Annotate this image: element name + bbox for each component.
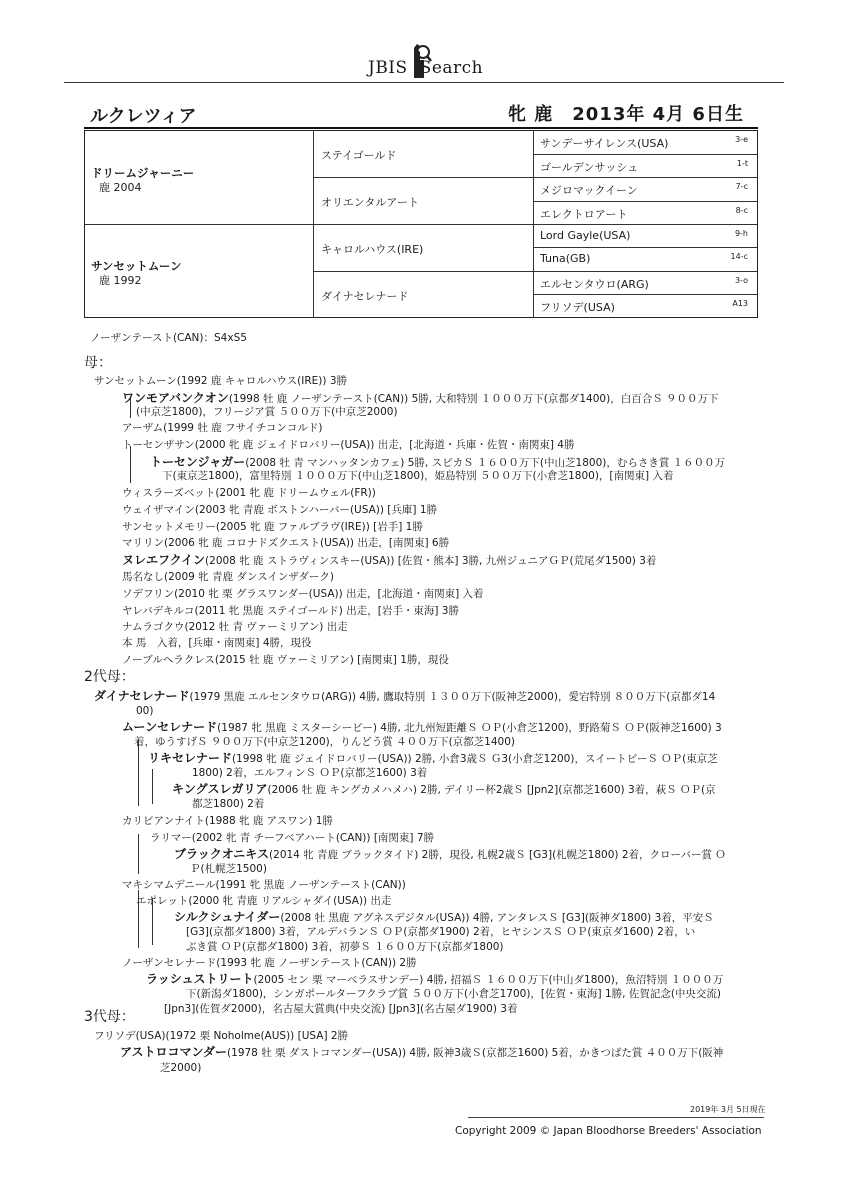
record-text: (1979 黒鹿 エルセンタウロ(ARG)) 4勝, 鷹取特別 １３００万下(阪神芝2000)，愛宕特別 ８００万下(京都ダ14 [189, 691, 716, 703]
second-dam-record-line [164, 1002, 517, 1016]
record-text: サンセットメモリー(2005 牝 鹿 ファルブラヴ(IRE)) [岩手] 1勝 [122, 521, 423, 533]
family-code: 14-c [730, 252, 748, 261]
g3-ancestor: フリソデ(USA) A13 [540, 299, 748, 314]
record-text: ウェイザマイン(2003 牝 青鹿 ボストンハーバー(USA)) [兵庫] 1勝 [122, 504, 438, 516]
dam-record-line [122, 421, 322, 435]
second-dam-record-line [134, 735, 515, 749]
g3-ancestor: Tuna(GB) 14-c [540, 252, 748, 265]
record-text: ナムラゴクウ(2012 牡 青 ヴァーミリアン) 出走 [122, 621, 348, 633]
record-text: Ｐ(札幌芝1500) [190, 863, 267, 875]
second-dam-record-line [174, 847, 726, 862]
record-text: (1998 牡 鹿 ノーザンテースト(CAN)) 5勝, 大和特別 １０００万下(京都ダ1400)，白百合Ｓ ９００万下 [228, 393, 719, 405]
horse-name: ルクレツィア [90, 106, 197, 127]
third-dam-record-line [94, 1029, 348, 1043]
record-text: マキシマムデニール(1991 牝 黒鹿 ノーザンテースト(CAN)) [122, 879, 406, 891]
dam-record-line [122, 520, 423, 534]
dam-record-line [122, 636, 312, 650]
second-dam-record-line [136, 894, 391, 908]
record-text: (中京芝1800)，フリージア賞 ５００万下(中京芝2000) [136, 406, 398, 418]
horse-name-bold: シルクシュナイダー [174, 910, 281, 924]
family-code: 8-c [735, 206, 748, 215]
dam-detail: 鹿 1992 [99, 274, 142, 287]
horse-name-bold: ワンモアバンクオン [122, 391, 229, 405]
record-text: 下(新潟ダ1800)，シンガポールターフクラブ賞 ５００万下(小倉芝1700)，[佐賀・東海] 1勝, 佐賀記念(中央交流) [186, 988, 722, 1000]
second-dam-record-line [186, 940, 504, 954]
second-dam-record-line [192, 797, 264, 811]
horse-name-bold: リキセレナード [148, 751, 233, 765]
second-dam-record-line [122, 814, 333, 828]
copyright: Copyright 2009 © Japan Bloodhorse Breeders' Association [455, 1125, 762, 1137]
record-text: (1978 牡 栗 ダストコマンダー(USA)) 4勝, 阪神3歳Ｓ(京都芝1600) 5着，かきつばた賞 ４００万下(阪神 [227, 1047, 724, 1059]
logo-brand: JBIS [368, 58, 408, 78]
record-text: ノーザンセレナード(1993 牝 鹿 ノーザンテースト(CAN)) 2勝 [122, 957, 417, 969]
g3-ancestor: Lord Gayle(USA) 9-h [540, 229, 748, 242]
second-dam-record-line [94, 689, 715, 704]
horse-name-bold: ムーンセレナード [122, 720, 218, 734]
second-dam-record-line [148, 751, 718, 766]
family-code: A13 [732, 299, 748, 308]
record-text: ラリマー(2002 牝 青 チーフベアハート(CAN)) [南関東] 7勝 [150, 832, 435, 844]
record-text: ヤレバデキルコ(2011 牝 黒鹿 ステイゴールド) 出走，[岩手・東海] 3勝 [122, 605, 459, 617]
second-dam-record-line [146, 972, 723, 987]
dam-record-line [122, 587, 484, 601]
dam-record-line [122, 570, 334, 584]
horse-info: 牝 鹿 2013年 4月 6日生 [508, 104, 744, 125]
record-text: (2014 牝 青鹿 ブラックタイド) 2勝，現役, 札幌2歳Ｓ [G3](札幌芝1800) 2着，クローバー賞 Ｏ [269, 849, 726, 861]
second-dam-record-line [174, 910, 714, 925]
record-text: 00) [136, 705, 154, 717]
logo-suffix: Search [419, 58, 484, 78]
g3-ancestor: メジロマックイーン 7-c [540, 182, 748, 197]
dam-record-line [122, 653, 449, 667]
dam-record-line [136, 405, 398, 419]
record-text: ノーブルヘラクレス(2015 牡 鹿 ヴァーミリアン) [南関東] 1勝，現役 [122, 654, 449, 666]
footer-divider [468, 1117, 764, 1118]
record-text: ぶき賞 ＯＰ(京都ダ1800) 3着，初夢Ｓ １６００万下(京都ダ1800) [186, 941, 504, 953]
g2-sire-sire: ステイゴールド [321, 149, 397, 162]
horse-name-bold: キングスレガリア [172, 782, 268, 796]
g3-ancestor: エルセンタウロ(ARG) 3-o [540, 276, 748, 291]
horse-name-bold: ラッシュストリート [146, 972, 254, 986]
g2-sire-dam: オリエンタルアート [321, 196, 420, 209]
second-dam-record-line [122, 720, 722, 735]
record-text: (2008 牝 鹿 ストラヴィンスキー(USA)) [佐賀・熊本] 3勝, 九州ジュニアＧＰ(荒尾ダ1500) 3着 [205, 555, 657, 567]
third-dam-record-line [160, 1061, 201, 1075]
record-text: (1998 牝 鹿 ジェイドロバリー(USA)) 2勝, 小倉3歳Ｓ Ｇ3(小倉芝1200)，スイートピーＳ ＯＰ(東京芝 [232, 753, 718, 765]
inbreeding-note: ノーザンテースト(CAN)：S4xS5 [90, 332, 247, 344]
dam-record-line [94, 374, 347, 388]
sire-detail: 鹿 2004 [99, 181, 142, 194]
record-text: 下(東京芝1800)，富里特別 １０００万下(中山芝1800)，姫島特別 ５００万下(小倉芝1800)，[南関東] 入着 [162, 470, 674, 482]
second-dam-record-line [122, 956, 417, 970]
second-dam-record-line [136, 704, 153, 718]
record-text: ソデフリン(2010 牝 栗 グラスワンダー(USA)) 出走，[北海道・南関東] 入着 [122, 588, 484, 600]
g2-dam-dam: ダイナセレナード [321, 290, 409, 303]
record-text: (2008 牡 青 マンハッタンカフェ) 5勝, スピカＳ １６００万下(中山芝1800)，むらさき賞 １６００万 [245, 457, 726, 469]
second-dam-record-line [186, 987, 721, 1001]
record-text: アーザム(1999 牡 鹿 フサイチコンコルド) [122, 422, 323, 434]
jbis-logo [368, 40, 498, 84]
section-dam: 母： [84, 355, 112, 371]
section-second-dam: 2代母： [84, 669, 135, 685]
dam-record-line [122, 486, 376, 500]
dam-name: サンセットムーン [91, 259, 182, 273]
g3-ancestor: サンデーサイレンス(USA) 3-e [540, 135, 748, 150]
logo-divider [64, 82, 784, 83]
second-dam-record-line [172, 782, 716, 797]
dam-record-line [162, 469, 673, 483]
family-code: 9-h [734, 229, 748, 238]
dam-record-line [122, 620, 348, 634]
record-text: 1800) 2着，エルフィンＳ ＯＰ(京都芝1600) 3着 [192, 767, 428, 779]
record-text: [Jpn3](佐賀ダ2000)，名古屋大賞典(中央交流) [Jpn3](名古屋ダ1900) 3着 [164, 1003, 518, 1015]
dam-record-line [122, 536, 449, 550]
logo-wordmark [368, 58, 483, 78]
record-text: カリビアンナイト(1988 牝 鹿 アスワン) 1勝 [122, 815, 333, 827]
record-text: (2006 牡 鹿 キングカメハメハ) 2勝, デイリー杯2歳Ｓ [Jpn2](京都芝1600) 3着，萩Ｓ ＯＰ(京 [267, 784, 716, 796]
horse-name-bold: ダイナセレナード [94, 689, 190, 703]
horse-name-bold: ブラックオニキス [174, 847, 270, 861]
family-code: 3-o [734, 276, 748, 285]
g3-ancestor: ゴールデンサッシュ 1-t [540, 159, 748, 174]
record-text: ウィスラーズベット(2001 牝 鹿 ドリームウェル(FR)) [122, 487, 376, 499]
record-text: 都芝1800) 2着 [192, 798, 265, 810]
record-text: [G3](京都ダ1800) 3着，アルデバランＳ ＯＰ(京都ダ1900) 2着，ヒヤシンスＳ ＯＰ(東京ダ1600) 2着，い [186, 926, 696, 938]
dam-record-line [122, 391, 719, 406]
record-text: サンセットムーン(1992 鹿 キャロルハウス(IRE)) 3勝 [94, 375, 348, 387]
record-text: 着，ゆうすげＳ ９００万下(中京芝1200)，りんどう賞 ４００万下(京都芝1400) [134, 736, 516, 748]
record-text: 馬名なし(2009 牝 青鹿 ダンスインザダーク) [122, 571, 334, 583]
pedigree-table [84, 130, 758, 318]
record-text: (1987 牝 黒鹿 ミスターシービー) 4勝, 北九州短距離Ｓ ＯＰ(小倉芝1200)，野路菊Ｓ ＯＰ(阪神芝1600) 3 [217, 722, 722, 734]
horse-name-bold: アストロコマンダー [120, 1045, 228, 1059]
sire-name: ドリームジャーニー [91, 166, 195, 180]
g2-dam-sire: キャロルハウス(IRE) [321, 243, 424, 256]
third-dam-record-line [120, 1045, 723, 1060]
record-text: フリソデ(USA)(1972 栗 Noholme(AUS)) [USA] 2勝 [94, 1030, 349, 1042]
g3-ancestor: エレクトロアート 8-c [540, 206, 748, 221]
family-code: 7-c [735, 182, 748, 191]
dam-record-line [122, 604, 459, 618]
second-dam-record-line [190, 862, 267, 876]
record-text: エポレット(2000 牝 青鹿 リアルシャダイ(USA)) 出走 [136, 895, 392, 907]
record-text: トーセンザサン(2000 牝 鹿 ジェイドロバリー(USA)) 出走，[北海道・兵庫・佐賀・南関東] 4勝 [122, 439, 575, 451]
header-divider [84, 127, 758, 129]
horse-name-bold: ヌレエフクイン [122, 553, 206, 567]
record-text: 芝2000) [160, 1062, 202, 1074]
dam-record-line [122, 438, 574, 452]
record-text: (2005 セン 栗 マーベラスサンデー) 4勝, 招福Ｓ １６００万下(中山ダ1800)，魚沼特別 １０００万 [253, 974, 724, 986]
second-dam-record-line [150, 831, 434, 845]
dam-record-line [150, 455, 725, 470]
record-text: 本 馬 入着，[兵庫・南関東] 4勝，現役 [122, 637, 312, 649]
record-text: マリリン(2006 牝 鹿 コロナドズクエスト(USA)) 出走，[南関東] 6勝 [122, 537, 450, 549]
dam-record-line [122, 503, 437, 517]
as-of-date: 2019年 3月 5日現在 [690, 1105, 766, 1114]
second-dam-record-line [192, 766, 427, 780]
family-code: 3-e [735, 135, 748, 144]
section-third-dam: 3代母： [84, 1009, 135, 1025]
record-text: (2008 牡 黒鹿 アグネスデジタル(USA)) 4勝, アンタレスＳ [G3](阪神ダ1800) 3着，平安Ｓ [280, 912, 714, 924]
second-dam-record-line [122, 878, 406, 892]
horse-name-bold: トーセンジャガー [150, 455, 246, 469]
second-dam-record-line [186, 925, 695, 939]
family-code: 1-t [736, 159, 748, 168]
dam-record-line [122, 553, 656, 568]
